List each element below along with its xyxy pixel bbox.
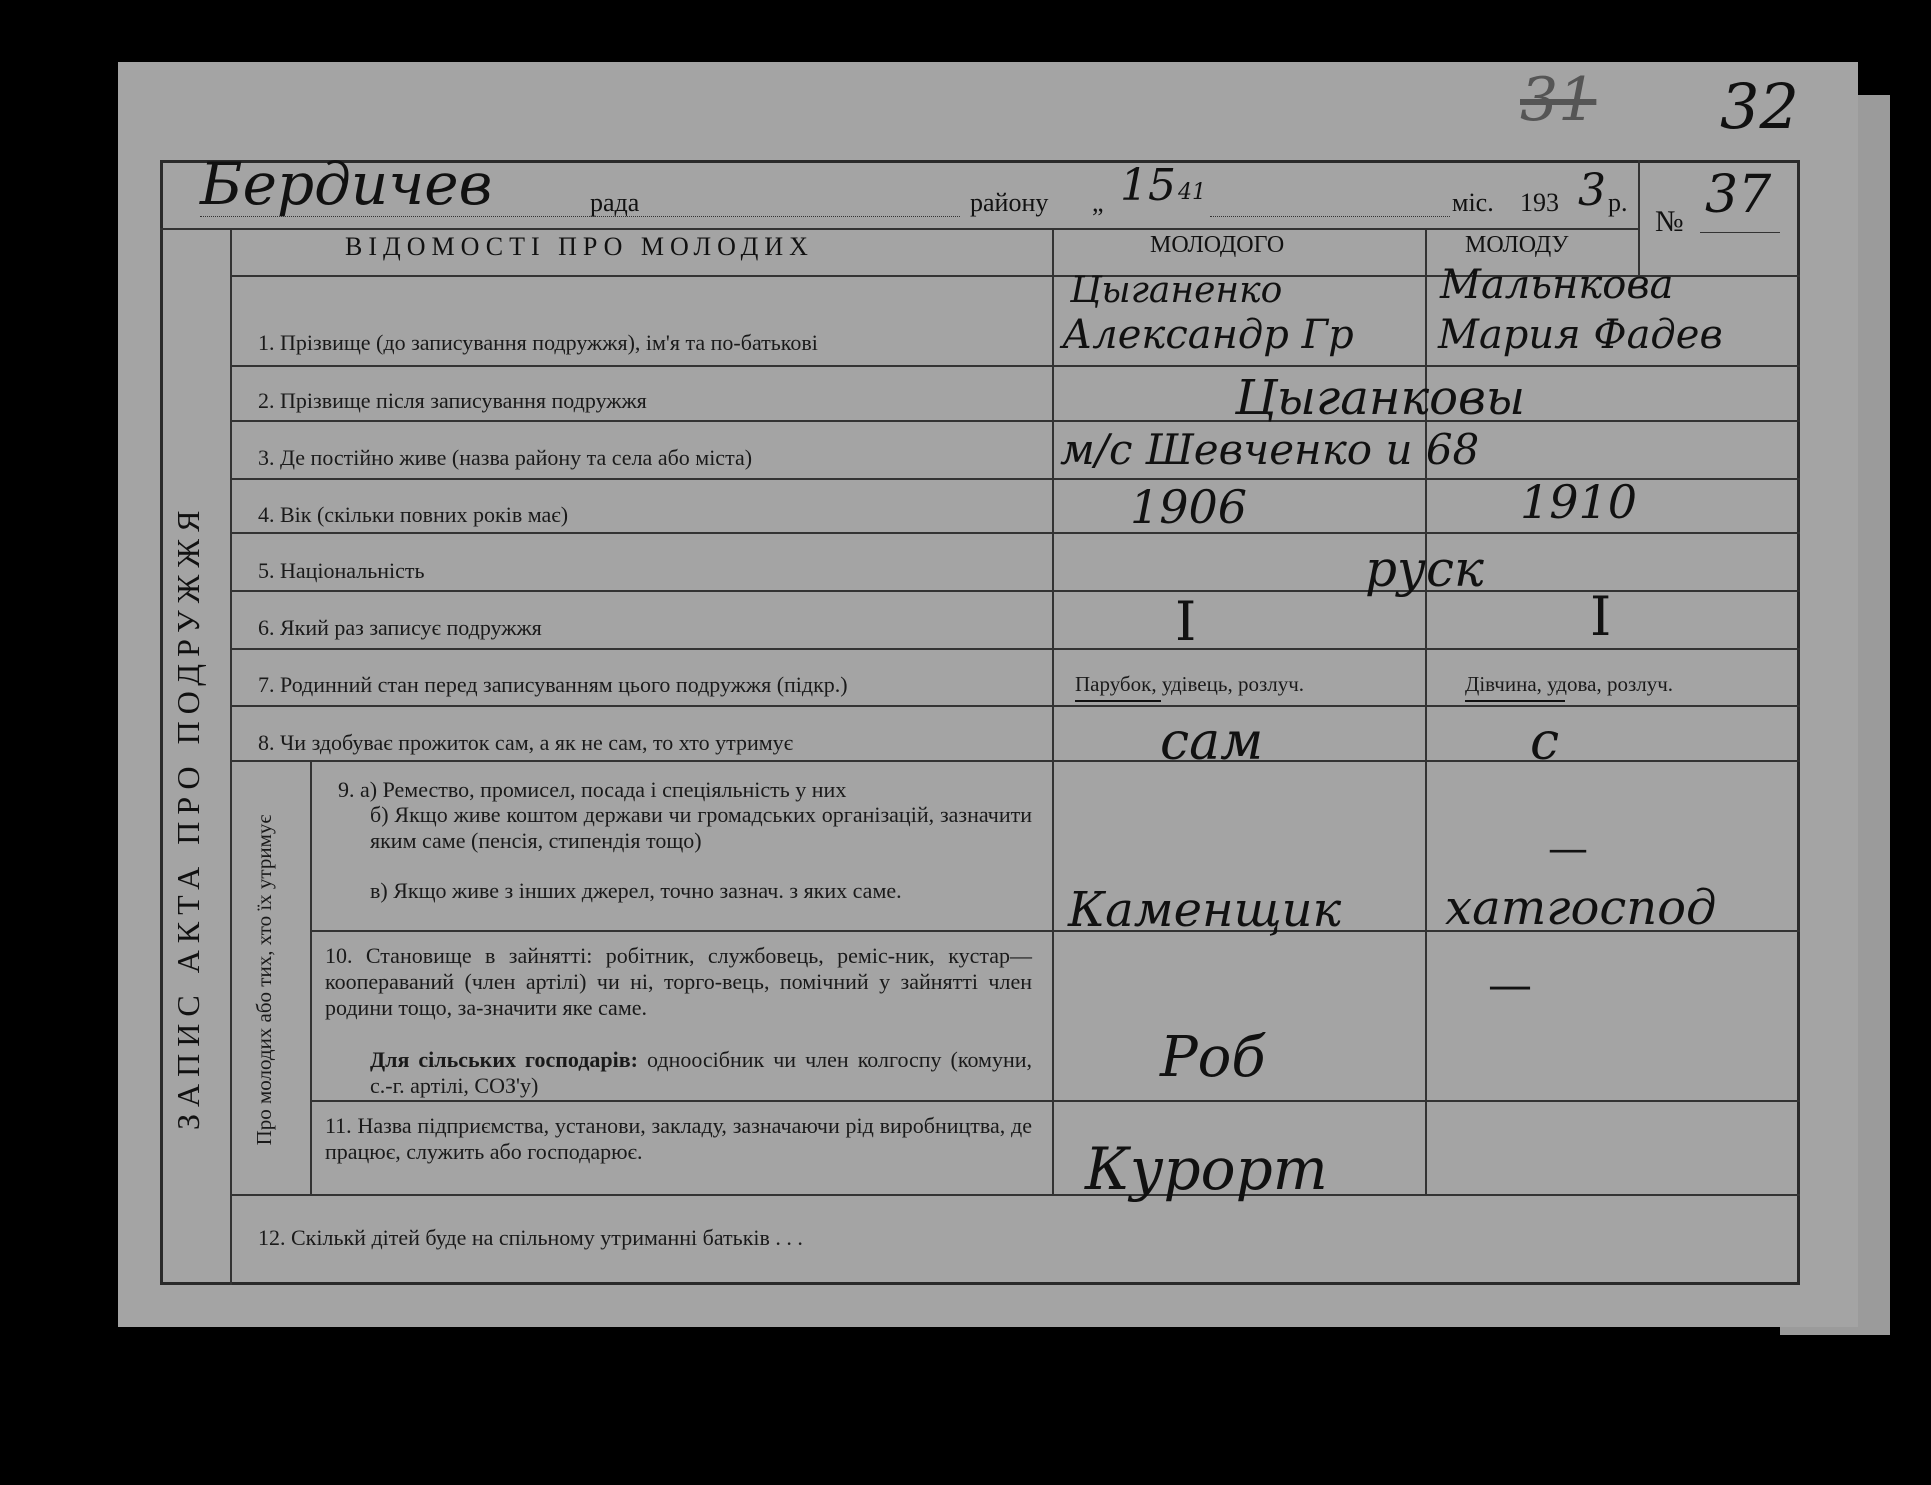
bride-times: I xyxy=(1590,585,1612,648)
bride-surname: Мальнкова xyxy=(1440,262,1674,308)
row-line-11 xyxy=(232,1194,1800,1196)
row-10b-text: одноосібник чи член колгоспу (комуни, с.-г. артілі, СОЗ'у) xyxy=(370,1047,1033,1098)
bride-status-underline xyxy=(1465,700,1565,702)
corner-number-new: 32 xyxy=(1720,70,1799,143)
row-line-2 xyxy=(232,420,1800,422)
row-11-label: 11. Назва підприємства, установи, закладу, зазначаючи рід виробництва, де працює, служить або господарює. xyxy=(325,1113,1032,1164)
mis-label: міс. xyxy=(1452,188,1494,217)
row-line-8 xyxy=(232,760,1800,762)
bride-support: с xyxy=(1530,712,1560,772)
bride-status-options: Дівчина, удова, розлуч. xyxy=(1465,672,1674,696)
groom-support: сам xyxy=(1160,712,1264,772)
after-marriage-surname: Цыганковы xyxy=(1235,370,1526,426)
position: Роб xyxy=(1160,1025,1266,1090)
groom-occupation: Каменщик xyxy=(1068,882,1342,938)
groom-age: 1906 xyxy=(1130,480,1248,534)
bride-occupation: хатгоспод xyxy=(1445,880,1717,936)
number-underline xyxy=(1700,232,1780,233)
row-4-label: 4. Вік (скільки повних років має) xyxy=(258,502,569,527)
workplace: Курорт xyxy=(1085,1135,1328,1203)
quote-open: „ xyxy=(1092,188,1104,217)
rada-label: рада xyxy=(590,188,640,217)
number-label: № xyxy=(1655,205,1684,238)
row-8-label: 8. Чи здобуває прожиток сам, а як не сам, то хто утримує xyxy=(258,730,794,755)
row-line-6 xyxy=(232,648,1800,650)
row-line-1 xyxy=(232,365,1800,367)
row-3-label: 3. Де постійно живе (назва району та села або міста) xyxy=(258,445,753,470)
row-line-5 xyxy=(232,590,1800,592)
group-divider xyxy=(310,760,312,1194)
groom-times: I xyxy=(1175,590,1197,653)
row-10a-label: 10. Становище в зайнятті: робітник, службовець, реміс-ник, кустар—коопераваний (член артілі) чи ні, торго-вець, помічний у зайнятті член родини тощо, за-значити яке саме. xyxy=(325,943,1032,1020)
year-handwritten: 3 xyxy=(1578,165,1606,216)
row-2-label: 2. Прізвище після записування подружжя xyxy=(258,388,647,413)
year-prefix: 193 xyxy=(1520,188,1559,217)
row-7-label: 7. Родинний стан перед записуванням цього подружжя (підкр.) xyxy=(258,672,848,697)
table-top-line xyxy=(160,228,1638,230)
month-underline xyxy=(1210,216,1450,217)
rada-handwritten: Бердичев xyxy=(200,150,493,218)
row-line-4 xyxy=(232,532,1800,534)
row-12-label: 12. Скількй дітей буде на спільному утриманні батьків . . . xyxy=(258,1225,803,1250)
residence: м/с Шевченко и 68 xyxy=(1060,425,1480,474)
groom-status-options: Парубок, удівець, розлуч. xyxy=(1075,672,1305,696)
row-9b-label: б) Якщо живе коштом держави чи громадських організацій, зазначити яким саме (пенсія, стипендія тощо) xyxy=(370,802,1032,853)
day-handwritten: 15 xyxy=(1120,160,1176,211)
col-groom-header: МОЛОДОГО xyxy=(1150,232,1285,258)
groom-status-underline xyxy=(1075,700,1161,702)
bride-age: 1910 xyxy=(1520,475,1638,529)
month-handwritten: 41 xyxy=(1178,180,1206,205)
col-divider-left xyxy=(230,228,232,1285)
rada-underline xyxy=(200,216,960,217)
row-5-label: 5. Національність xyxy=(258,558,425,583)
row-line-7 xyxy=(232,705,1800,707)
groom-name: Александр Гр xyxy=(1062,312,1354,358)
groom-surname: Цыганенко xyxy=(1070,270,1283,311)
row-1-label: 1. Прізвище (до записування подружжя), ім'я та по-батькові xyxy=(258,330,818,355)
corner-number-old: 31 xyxy=(1520,65,1597,135)
table-title: ВІДОМОСТІ ПРО МОЛОДИХ xyxy=(345,232,814,261)
row-10b-label xyxy=(370,1047,1032,1099)
row-9a-label: 9. а) Ремество, промисел, посада і спеціяльність у них xyxy=(338,777,847,802)
col-divider-groom xyxy=(1052,228,1054,1194)
bride-dash-9b: — xyxy=(1548,826,1588,872)
row-9c-label: в) Якщо живе з інших джерел, точно зазнач. з яких саме. xyxy=(370,878,902,903)
bride-dash-10: — xyxy=(1488,960,1532,1011)
row-line-10 xyxy=(312,1100,1800,1102)
year-suffix: р. xyxy=(1608,188,1628,217)
raion-label: району xyxy=(970,188,1049,217)
group-label: Про молодих або тих, хто їх утримує xyxy=(252,814,276,1146)
side-title: ЗАПИС АКТА ПРО ПОДРУЖЖЯ xyxy=(170,503,206,1130)
bride-name: Мария Фадев xyxy=(1438,312,1723,358)
col-bride-header: МОЛОДУ xyxy=(1465,232,1569,258)
nationality: руск xyxy=(1365,540,1484,598)
row-6-label: 6. Який раз записує подружжя xyxy=(258,615,542,640)
number-handwritten: 37 xyxy=(1705,165,1772,225)
number-box-left xyxy=(1638,160,1640,275)
row-10b-bold: Для сільських господарів: xyxy=(370,1047,638,1072)
